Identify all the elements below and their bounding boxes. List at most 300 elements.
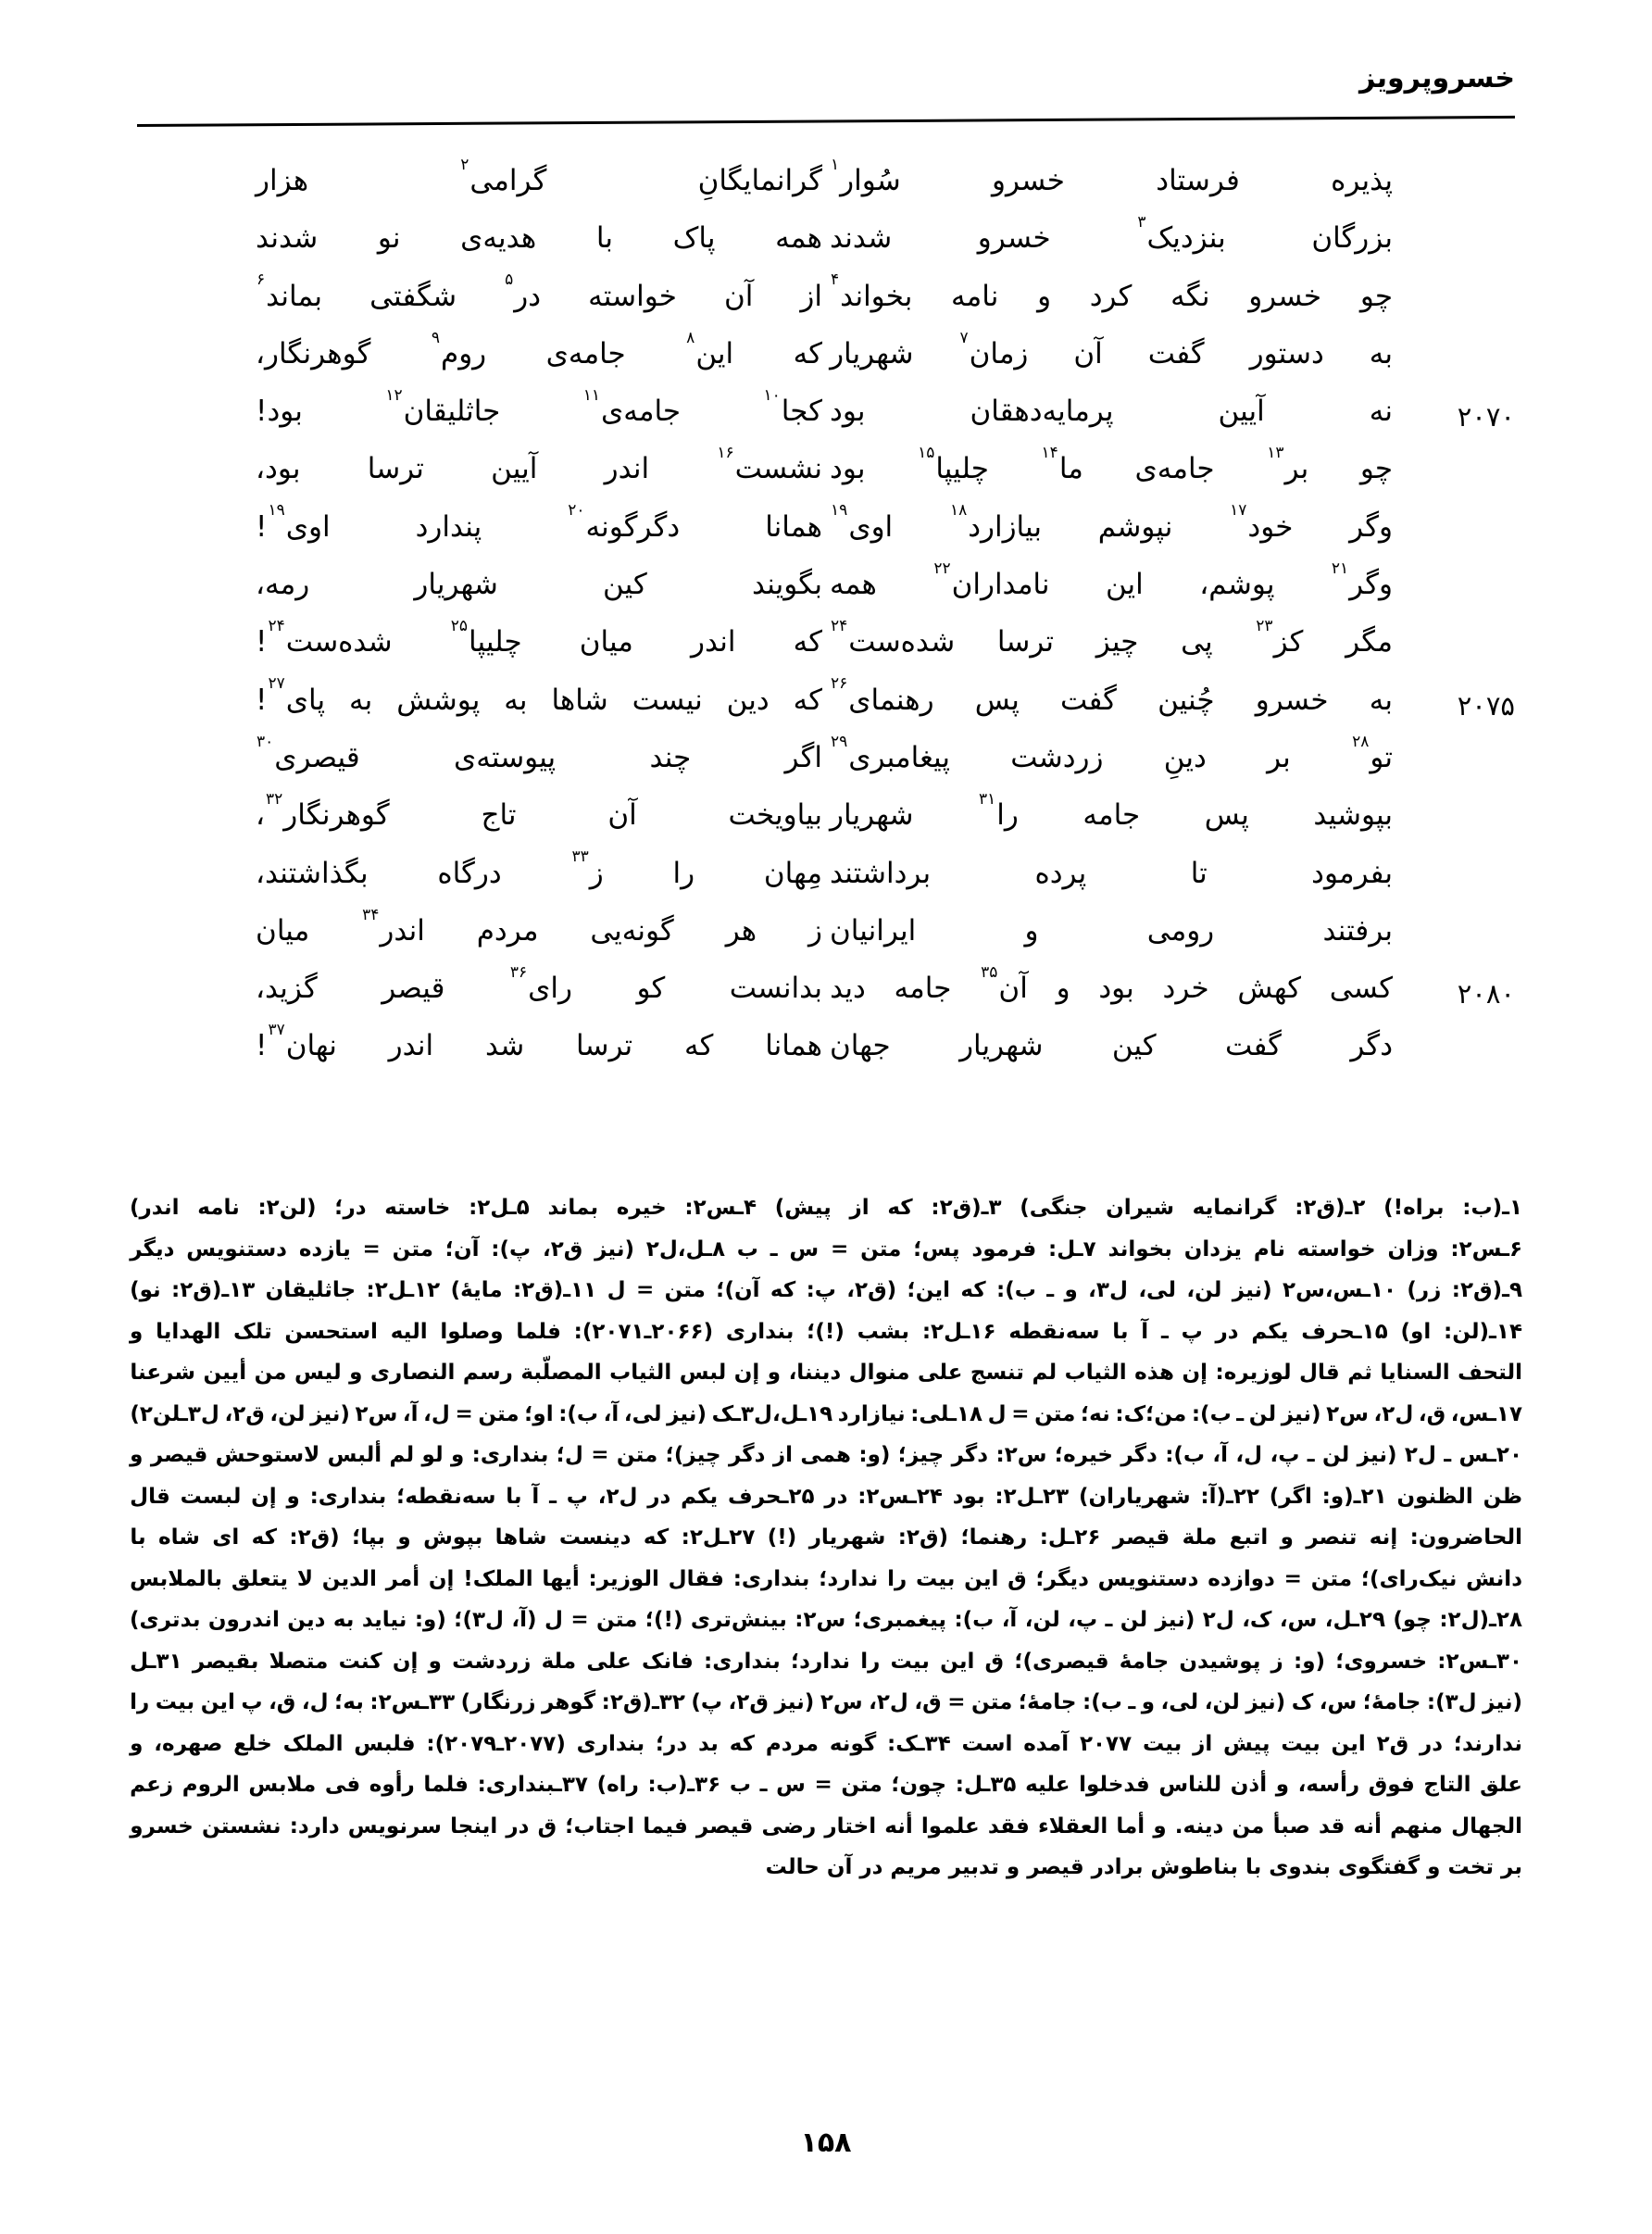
verse-word: گوهرنگار،	[256, 336, 371, 370]
verse-word: بفرمود	[1311, 856, 1393, 890]
apparatus-token: ق۲،	[542, 1236, 583, 1261]
verse-word: خواسته	[588, 279, 677, 313]
apparatus-token: یزدان	[1183, 1236, 1243, 1261]
verse-word: بیازارد$^{۱۸}$	[949, 501, 1042, 544]
verse-word: به	[504, 683, 528, 717]
apparatus-token: إن	[428, 1566, 455, 1591]
apparatus-token: چیز؛	[897, 1443, 945, 1467]
apparatus-token: ل	[544, 1608, 563, 1632]
apparatus-token: جاثلیقان	[265, 1278, 357, 1302]
apparatus-token: و	[130, 1319, 144, 1344]
apparatus-token: بیت	[915, 1566, 956, 1591]
verse-word: به	[1369, 683, 1393, 717]
verse-hemistich-second	[232, 1021, 826, 1087]
apparatus-token: الهدایا	[156, 1319, 221, 1344]
verse-word: بود	[830, 395, 866, 429]
apparatus-token: (و:	[1294, 1649, 1326, 1674]
apparatus-token: ۱۷ـس،	[1450, 1401, 1522, 1426]
apparatus-token: ۲۹ـل،	[1324, 1608, 1385, 1632]
apparatus-token: دگر	[951, 1443, 989, 1467]
hemistich-text	[826, 915, 1420, 947]
apparatus-token: در	[824, 1484, 848, 1509]
verse-word: بخواند$^۴$	[831, 270, 913, 313]
apparatus-token: او)	[1400, 1319, 1432, 1344]
footnote-marker: ۲۹	[831, 732, 848, 751]
hemistich-text	[232, 222, 826, 254]
verse-word: نشست$^{۱۶}$	[717, 444, 822, 486]
verse-word: فرستاد	[1156, 164, 1240, 197]
hemistich-text	[826, 732, 1420, 774]
apparatus-token: آ،	[1212, 1443, 1229, 1467]
apparatus-token: لم	[1032, 1361, 1058, 1385]
hemistich-text	[826, 558, 1420, 602]
apparatus-token: ۲۰۷۷	[1079, 1731, 1133, 1756]
apparatus-token: للناس	[1158, 1773, 1222, 1797]
verse-word: برداشتند	[830, 856, 932, 890]
verse-hemistich-second	[232, 569, 826, 626]
apparatus-token: متن	[971, 1690, 1013, 1714]
apparatus-token: إن	[733, 1361, 760, 1385]
verse-word: چلیپا$^{۱۵}$	[918, 444, 989, 486]
verse-word: درگاه	[437, 856, 502, 890]
apparatus-token: پ):	[491, 1236, 532, 1261]
apparatus-token: بد	[698, 1731, 719, 1756]
verse-word: قیصری$^{۳۰}$	[257, 732, 360, 774]
apparatus-token: از	[1193, 1731, 1213, 1756]
apparatus-token: ل۳ـلن۲)	[130, 1401, 219, 1426]
apparatus-token: مایهٔ)	[450, 1278, 503, 1302]
verse-word: گفت	[1060, 683, 1117, 717]
verse-word: گفت	[1225, 1029, 1282, 1063]
apparatus-token: در	[1419, 1731, 1444, 1756]
apparatus-token: نه؛	[1080, 1401, 1110, 1426]
verse-word: پاک	[672, 221, 716, 256]
apparatus-token: ۲۶ـل:	[1039, 1525, 1101, 1550]
verse-hemistich-second	[232, 732, 826, 799]
verse-word: گونه‌یی	[590, 913, 674, 948]
apparatus-token: (نیز	[1281, 1401, 1321, 1426]
verse-word: دگرگونه$^{۲۰}$	[568, 501, 681, 544]
footnote-marker: ۲۰	[568, 501, 585, 521]
apparatus-token: ۲۰ـس	[1458, 1443, 1522, 1467]
verse-word: اوی$^{۱۹}$!	[256, 501, 331, 544]
apparatus-token: با	[1112, 1319, 1129, 1344]
apparatus-token: (نیز	[667, 1401, 707, 1426]
apparatus-token: بالملابس	[130, 1566, 223, 1591]
apparatus-token: پ،	[1270, 1443, 1300, 1467]
bayt-number: ۲۰۷۰	[1457, 401, 1515, 433]
verse-word: خود$^{۱۷}$	[1230, 501, 1294, 544]
apparatus-token: متن	[478, 1401, 519, 1426]
apparatus-token: خواسته	[1296, 1236, 1376, 1261]
apparatus-token: لن	[1248, 1401, 1277, 1426]
apparatus-token: در	[647, 1484, 671, 1509]
apparatus-token: با	[130, 1525, 146, 1550]
verse-word: که	[793, 336, 822, 370]
footnote-marker: ۱۶	[717, 444, 734, 463]
verse-word: نو	[377, 221, 401, 256]
apparatus-token: تنسج	[970, 1361, 1024, 1385]
apparatus-token: در	[1215, 1319, 1239, 1344]
apparatus-token: إن	[392, 1649, 419, 1674]
apparatus-token: ۱۱ـ(ق۲:	[512, 1278, 597, 1302]
verse-word: شده‌ست$^{۲۴}$	[831, 617, 956, 659]
verse-word: بر	[1267, 740, 1291, 774]
apparatus-token: ندارند؛	[1453, 1731, 1522, 1756]
apparatus-token: ب):	[996, 1278, 1036, 1302]
verse-word: و	[1024, 913, 1039, 948]
apparatus-token: لن،	[1024, 1608, 1060, 1632]
verse-word: به	[349, 683, 373, 717]
apparatus-token: ق۲،	[728, 1690, 769, 1714]
verse-word: اندر$^{۳۴}$	[362, 905, 425, 948]
apparatus-token: ک،	[1242, 1608, 1272, 1632]
apparatus-token: آ،	[1001, 1608, 1018, 1632]
footnote-marker: ۳۴	[362, 905, 380, 924]
apparatus-token: (و:	[414, 1608, 446, 1632]
apparatus-token: زردشت	[452, 1649, 532, 1674]
verse-word: شهریار	[830, 336, 914, 370]
footnote-marker: ۱۵	[918, 444, 935, 463]
verse-word: هدیه‌ی	[460, 221, 537, 256]
verse-word: کرد	[1089, 279, 1133, 313]
apparatus-token: سه‌نقطه؛	[396, 1484, 496, 1509]
apparatus-token: لبس	[679, 1361, 727, 1385]
apparatus-token: ۲۴ـس۲:	[857, 1484, 943, 1509]
verse-word: مگر	[1345, 625, 1393, 659]
verse-word: چو	[1359, 452, 1393, 486]
apparatus-token: است	[961, 1731, 1013, 1756]
apparatus-token: س	[789, 1236, 820, 1261]
apparatus-token: ـ	[1128, 1690, 1136, 1714]
apparatus-token: بقیصر	[192, 1649, 259, 1674]
apparatus-token: نشستن	[202, 1814, 282, 1839]
verse-hemistich-first	[826, 617, 1420, 684]
verse-hemistich-second	[232, 962, 826, 1030]
verse-word: وگر$^{۲۱}$	[1331, 558, 1393, 602]
apparatus-token: بشب	[857, 1319, 910, 1344]
verse-word: سُوار$^۱$	[831, 155, 901, 197]
apparatus-token: که	[643, 1525, 670, 1550]
apparatus-token: الوزیر:	[588, 1566, 659, 1591]
apparatus-token: آن؛	[444, 1236, 480, 1261]
apparatus-token: و	[428, 1649, 442, 1674]
apparatus-token: شهریاران)	[1078, 1484, 1191, 1509]
apparatus-line	[130, 1187, 1522, 1229]
verse-word: دین	[726, 683, 770, 717]
apparatus-token: این	[940, 1649, 975, 1674]
apparatus-token: ق۲،	[224, 1401, 265, 1426]
apparatus-token: این	[1331, 1731, 1366, 1756]
apparatus-token: ۲۳ـل۲:	[995, 1484, 1070, 1509]
verse-word: جامه‌ی$^{۱۱}$	[582, 385, 682, 429]
apparatus-token: علیه	[1025, 1773, 1070, 1797]
apparatus-token: این	[200, 1690, 235, 1714]
verse-hemistich-second	[232, 617, 826, 684]
apparatus-token: (۲۰۷۷ـ۲۰۷۹):	[426, 1731, 566, 1756]
verse-word: بنزدیک$^۳$	[1137, 212, 1226, 256]
footnote-marker: ۹	[431, 328, 441, 347]
apparatus-token: یتعلق	[231, 1566, 289, 1591]
footnote-marker: ۱۲	[385, 385, 403, 405]
apparatus-token: دانش	[1466, 1566, 1522, 1591]
hemistich-text	[232, 155, 826, 197]
apparatus-token: (آ،	[511, 1608, 537, 1632]
verse-hemistich-first	[826, 674, 1515, 742]
verse-word: ایرانیان	[830, 913, 917, 948]
verse-word: بود،	[256, 452, 301, 486]
apparatus-token: آن)؛	[716, 1278, 760, 1302]
verse-word: این	[1105, 568, 1144, 602]
verse-word: چو	[1359, 279, 1393, 313]
hemistich-text	[232, 905, 826, 948]
verse-word: کین	[603, 568, 647, 602]
verse-hemistich-second	[232, 789, 826, 857]
hemistich-text	[232, 385, 826, 429]
apparatus-token: متن	[664, 1278, 706, 1302]
apparatus-token: ـ	[1236, 1401, 1245, 1426]
apparatus-token: س۲	[1326, 1401, 1369, 1426]
verse-word: پای$^{۲۷}$!	[256, 674, 326, 717]
apparatus-token: یازده	[298, 1236, 351, 1261]
apparatus-token: بینش‌تری	[690, 1608, 787, 1632]
verse-word: را	[672, 856, 695, 890]
apparatus-token: =	[591, 1443, 609, 1467]
running-head-title: خسروپرویز	[1359, 62, 1515, 94]
apparatus-line	[130, 1435, 1522, 1476]
apparatus-token: (نیز	[1483, 1690, 1522, 1714]
apparatus-token: لن،	[1186, 1278, 1222, 1302]
footnote-marker: ۳۵	[981, 962, 998, 982]
apparatus-token: من؛ک:	[1115, 1401, 1187, 1426]
apparatus-token: دارد:	[289, 1814, 340, 1839]
apparatus-token: الملک!	[463, 1566, 533, 1591]
hemistich-text	[826, 1030, 1420, 1061]
verse-word: نامه	[951, 279, 999, 313]
apparatus-token: لی،	[1138, 1278, 1176, 1302]
apparatus-token: (ق۲،	[846, 1278, 897, 1302]
verse-word: گرامی$^۲$	[460, 155, 547, 197]
verse-word: بود	[1098, 972, 1134, 1006]
bayt-number: ۲۰۸۰	[1457, 978, 1515, 1010]
apparatus-token: (ق۲:	[289, 1525, 340, 1550]
verse-word: میان	[256, 913, 310, 948]
footnote-marker: ۱۹	[268, 501, 285, 521]
hemistich-text	[826, 962, 1420, 1006]
apparatus-token: نیازارد	[837, 1401, 906, 1426]
apparatus-token: الحاضرون:	[1409, 1525, 1522, 1550]
verse-word: دینِ	[1163, 740, 1207, 774]
verse-word: در$^۵$	[505, 270, 542, 313]
apparatus-token: ۳۵ـل:	[955, 1773, 1017, 1797]
footnote-marker: ۱	[831, 155, 840, 174]
verse-word: شدند	[830, 221, 893, 256]
apparatus-token: لا	[296, 1566, 313, 1591]
apparatus-token: =	[455, 1401, 473, 1426]
footnote-marker: ۴	[831, 270, 840, 290]
apparatus-token: دیگر	[130, 1236, 175, 1261]
footnote-marker: ۵	[505, 270, 514, 290]
apparatus-token: ـ	[549, 1484, 557, 1509]
apparatus-token: بنداری:	[471, 1443, 549, 1467]
apparatus-token: استحسن	[284, 1319, 378, 1344]
verse-word: شدند	[256, 221, 319, 256]
apparatus-token: و	[1275, 1773, 1290, 1797]
apparatus-token: (!)؛	[645, 1608, 683, 1632]
apparatus-token: و	[130, 1731, 144, 1756]
apparatus-token: ق،	[269, 1690, 296, 1714]
verse-word: رای$^{۳۶}$	[509, 962, 573, 1006]
apparatus-token: گوهر	[542, 1690, 596, 1714]
apparatus-token: ـ	[770, 1236, 778, 1261]
apparatus-token: ۷ـل:	[1048, 1236, 1096, 1261]
apparatus-token: الثیاب	[609, 1361, 672, 1385]
apparatus-line	[130, 1352, 1522, 1394]
apparatus-token: ل،	[1235, 1443, 1263, 1467]
apparatus-token: ۱۶ـل۲:	[921, 1319, 996, 1344]
verse-word: اندر	[691, 625, 736, 659]
apparatus-token: دوازده	[1208, 1566, 1275, 1591]
apparatus-token: ل۲،	[1373, 1401, 1414, 1426]
verse-word: تا	[1190, 856, 1208, 890]
apparatus-token: در؛	[334, 1196, 367, 1220]
verse-word: نیست	[632, 683, 703, 717]
apparatus-token: بنداری:	[309, 1484, 387, 1509]
apparatus-token: پ	[566, 1484, 588, 1509]
verse-word: پس	[974, 683, 1020, 717]
apparatus-token: هذه	[1134, 1361, 1174, 1385]
apparatus-token: و	[767, 1361, 782, 1385]
apparatus-line	[130, 1559, 1522, 1600]
hemistich-text	[826, 395, 1420, 427]
apparatus-token: زر)	[1407, 1278, 1442, 1302]
verse-hemistich-first	[826, 789, 1420, 857]
apparatus-token: پیش)	[774, 1196, 832, 1220]
footnote-marker: ۸	[686, 328, 695, 347]
apparatus-token: وزان	[1387, 1236, 1439, 1261]
apparatus-token: صبأ	[1272, 1814, 1310, 1839]
apparatus-token: ب):	[1083, 1690, 1122, 1714]
apparatus-token: این	[964, 1566, 999, 1591]
apparatus-token: س۲:	[995, 1443, 1047, 1467]
verse-word: شده‌ست$^{۲۴}$!	[256, 617, 393, 659]
apparatus-token: نو)	[130, 1278, 161, 1302]
verse-word: رومی	[1146, 913, 1215, 948]
verse-hemistich-second	[232, 155, 826, 222]
verse-word: روم$^۹$	[431, 328, 487, 370]
apparatus-token: علی	[586, 1649, 632, 1674]
apparatus-token: اجتاب؛	[565, 1814, 635, 1839]
apparatus-token: ل۳،	[1088, 1278, 1128, 1302]
verse-word: شد	[484, 1029, 525, 1063]
verse-word: زمان$^۷$	[959, 328, 1029, 370]
verse-word: کز$^{۲۳}$	[1256, 617, 1304, 659]
verse-word: مِهان	[763, 856, 822, 890]
apparatus-token: دستنویس	[1097, 1566, 1199, 1591]
verse-word: و	[1056, 972, 1070, 1006]
verse-word: خسرو	[1248, 279, 1322, 313]
apparatus-token: ـ	[759, 1773, 768, 1797]
apparatus-token: اندر)	[130, 1196, 180, 1220]
apparatus-token: ظن	[1483, 1484, 1522, 1509]
verse-word: کین	[1111, 1029, 1157, 1063]
apparatus-token: بیت	[890, 1649, 930, 1674]
apparatus-token: خسروی؛	[1335, 1649, 1428, 1674]
apparatus-token: س۲	[820, 1690, 863, 1714]
apparatus-token: اتبع	[1229, 1525, 1269, 1550]
apparatus-token: که	[729, 1731, 756, 1756]
apparatus-line	[130, 1270, 1522, 1312]
apparatus-token: أنه	[884, 1814, 913, 1839]
apparatus-token: (نیز	[1232, 1278, 1272, 1302]
apparatus-token: آ،	[402, 1401, 419, 1426]
footnote-marker: ۲۳	[1256, 617, 1273, 636]
verse-word: پی	[1181, 625, 1213, 659]
apparatus-token: براه!)	[1383, 1196, 1445, 1220]
apparatus-token: جنگی)	[1020, 1196, 1088, 1220]
verse-hemistich-first	[826, 732, 1420, 799]
apparatus-token: أذن	[1230, 1773, 1268, 1797]
apparatus-token: لن	[1120, 1608, 1148, 1632]
verse-word: چیز	[1095, 625, 1139, 659]
apparatus-token: نامه	[197, 1196, 240, 1220]
verse-word: اندر	[388, 1029, 434, 1063]
apparatus-token: ۳۰ـس۲:	[1437, 1649, 1522, 1674]
apparatus-token: أیها	[542, 1566, 580, 1591]
apparatus-token: فوق	[1368, 1773, 1415, 1797]
apparatus-token: دیننا،	[788, 1361, 842, 1385]
apparatus-token: ل۳):	[1426, 1690, 1477, 1714]
verse-word: از	[800, 279, 822, 313]
apparatus-token: ل،	[423, 1401, 450, 1426]
apparatus-token: ألبس	[327, 1443, 382, 1467]
verse-word: بدانست	[729, 972, 822, 1006]
verse-word: پیغامبری$^{۲۹}$	[831, 732, 951, 774]
footnote-marker: ۳	[1137, 212, 1146, 232]
apparatus-token: الدین	[321, 1566, 377, 1591]
apparatus-token: کنت	[338, 1649, 382, 1674]
apparatus-token: فلما	[516, 1319, 561, 1344]
apparatus-token: قیصر	[695, 1814, 754, 1839]
apparatus-line	[130, 1600, 1522, 1641]
verse-hemistich-second	[232, 674, 826, 742]
footnote-marker: ۲۲	[933, 558, 951, 578]
verse-word: و	[1037, 279, 1052, 313]
apparatus-token: که	[887, 1196, 913, 1220]
hemistich-text	[232, 501, 826, 544]
apparatus-token: متصلا	[269, 1649, 329, 1674]
hemistich-text	[826, 212, 1420, 256]
verse-word: دستور	[1249, 336, 1324, 370]
apparatus-token: را	[887, 1566, 907, 1591]
verse-hemistich-first	[826, 212, 1420, 280]
running-head	[137, 62, 1515, 135]
hemistich-column-second	[232, 155, 826, 1088]
apparatus-token: (نیز	[1245, 1690, 1286, 1714]
apparatus-token: بپا؛	[352, 1525, 385, 1550]
apparatus-token: بپوش	[423, 1525, 483, 1550]
apparatus-token: فرمود	[971, 1236, 1037, 1261]
apparatus-token: س	[776, 1773, 806, 1797]
apparatus-token: ۱ـ(ب:	[1462, 1196, 1522, 1220]
hemistich-text	[232, 444, 826, 486]
verse-word: جهان	[830, 1029, 891, 1063]
verse-word: خسرو	[992, 164, 1065, 197]
apparatus-token: ب):	[558, 1401, 599, 1426]
verse-word: چند	[649, 740, 692, 774]
apparatus-token: متن	[860, 1236, 902, 1261]
apparatus-token: صهره،	[154, 1731, 223, 1756]
